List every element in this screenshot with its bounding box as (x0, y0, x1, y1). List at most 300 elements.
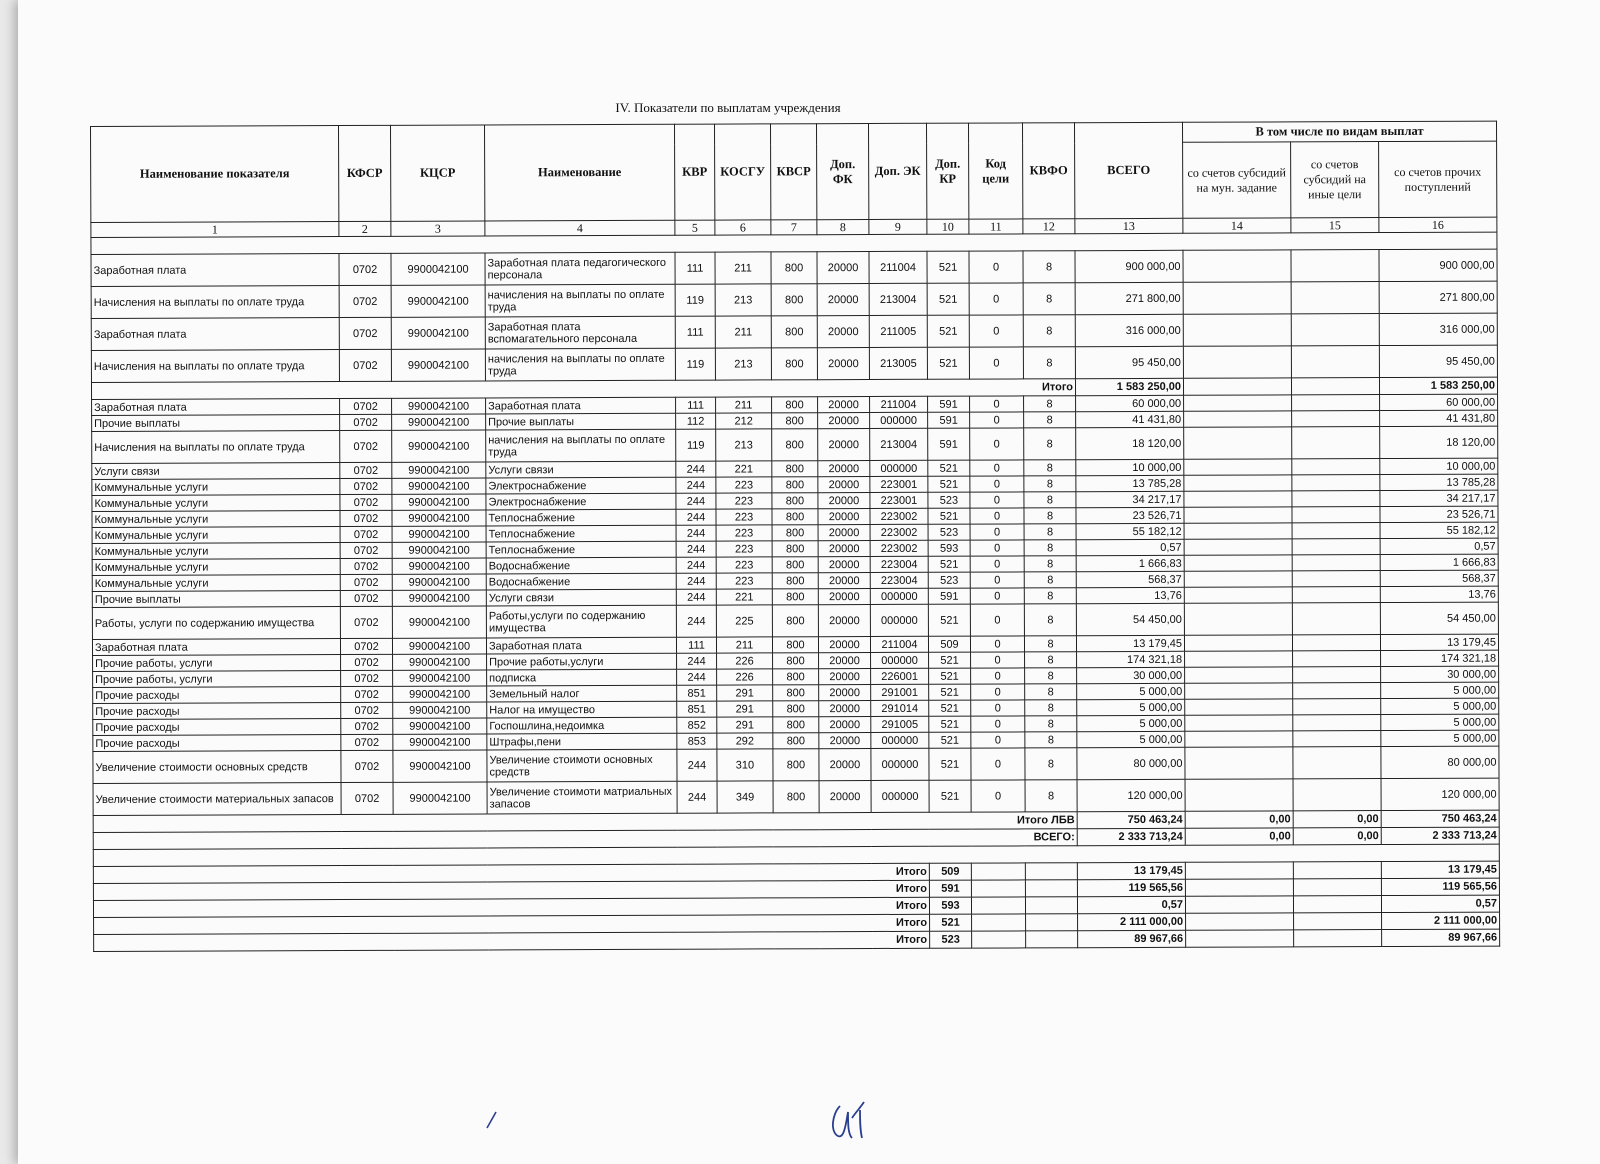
cell-kcsr: 9900042100 (392, 638, 486, 654)
cell-c14 (1183, 282, 1291, 314)
cell-kcsr: 9900042100 (393, 734, 487, 750)
cell-kvfo: 8 (1024, 412, 1076, 428)
cell-dopkr: 523 (928, 572, 970, 588)
payments-table (90, 121, 1500, 952)
cell-dopek: 000000 (871, 748, 929, 780)
cell-c15 (1291, 282, 1379, 314)
cell-kvfo: 8 (1025, 748, 1077, 780)
cell-vsego: 13 179,45 (1076, 635, 1184, 651)
cell-kosgu: 213 (716, 429, 772, 461)
cell-kvfo: 8 (1025, 716, 1077, 732)
cell-kodceli: 0 (971, 716, 1025, 732)
document-title: IV. Показатели по выплатам учреждения (615, 100, 841, 115)
cell-kosgu: 223 (716, 541, 772, 557)
total-vsego: 2 333 713,24 (1077, 828, 1185, 845)
cell-naim: Увеличение стоимоти основных средств (487, 749, 677, 782)
cell-c14 (1185, 747, 1293, 779)
cell-kvfo: 8 (1023, 251, 1075, 283)
cell-kvsr: 800 (772, 413, 818, 429)
cell-dopfk: 20000 (819, 749, 871, 781)
header-kvr: КВР (674, 124, 714, 220)
cell-kcsr: 9900042100 (392, 414, 486, 430)
cell-kvsr: 800 (771, 252, 817, 284)
cell-kfsr: 0702 (341, 750, 393, 782)
cell-naim: Заработная плата педагогического персонала (485, 252, 675, 285)
cell-c15 (1292, 555, 1380, 571)
cell-dopek: 211004 (870, 636, 928, 652)
cell-vsego: 55 182,12 (1076, 523, 1184, 539)
cell-c16: 34 217,17 (1380, 490, 1498, 506)
table-row (92, 426, 1498, 463)
header-group: В том числе по видам выплат (1182, 121, 1496, 142)
cell-kvr: 119 (676, 429, 716, 461)
cell-name: Заработная плата (91, 254, 339, 287)
total-vsego: 750 463,24 (1077, 811, 1185, 828)
cell-kvfo: 8 (1025, 684, 1077, 700)
total-c14 (1186, 930, 1294, 947)
cell-vsego: 5 000,00 (1077, 699, 1185, 715)
cell-c16: 54 450,00 (1380, 602, 1498, 634)
cell-vsego: 120 000,00 (1077, 779, 1185, 811)
cell-c16: 18 120,00 (1380, 426, 1498, 458)
header-sub14: со счетов субсидий на мун. задание (1183, 142, 1291, 218)
column-number-15: 15 (1291, 218, 1379, 233)
cell-kvsr: 800 (773, 749, 819, 781)
cell-dopkr: 521 (929, 668, 971, 684)
cell-c15 (1292, 475, 1380, 491)
cell-kvr: 111 (675, 252, 715, 284)
cell-c14 (1183, 314, 1291, 346)
cell-dopek: 223002 (870, 540, 928, 556)
cell-dopfk: 20000 (818, 557, 870, 573)
total-vsego: 13 179,45 (1077, 862, 1185, 879)
total-label: Итого (94, 931, 930, 951)
cell-c14 (1184, 459, 1292, 475)
cell-dopfk: 20000 (818, 541, 870, 557)
cell-c14 (1184, 587, 1292, 603)
cell-dopkr: 521 (928, 508, 970, 524)
cell-kvr: 244 (676, 605, 716, 637)
total-label: Итого (91, 379, 1075, 400)
cell-dopfk: 20000 (819, 717, 871, 733)
cell-kvr: 111 (675, 316, 715, 348)
cell-dopek: 211004 (870, 396, 928, 412)
cell-kfsr: 0702 (341, 782, 393, 814)
cell-vsego: 95 450,00 (1075, 346, 1183, 378)
cell-c16: 23 526,71 (1380, 506, 1498, 522)
cell-c14 (1184, 635, 1292, 651)
cell-dopfk: 20000 (819, 685, 871, 701)
cell-kosgu: 223 (716, 477, 772, 493)
cell-dopkr: 521 (929, 684, 971, 700)
cell-kvr: 851 (677, 685, 717, 701)
total-c16: 1 583 250,00 (1379, 377, 1497, 394)
cell-c14 (1184, 395, 1292, 411)
cell-c15 (1291, 314, 1379, 346)
cell-c16: 80 000,00 (1381, 746, 1499, 778)
cell-kvsr: 800 (772, 493, 818, 509)
cell-kcsr: 9900042100 (392, 430, 486, 462)
cell-vsego: 54 450,00 (1076, 603, 1184, 635)
cell-naim: Услуги связи (486, 589, 676, 606)
cell-kfsr: 0702 (339, 285, 391, 317)
column-number-7: 7 (771, 220, 817, 235)
cell-c14 (1184, 475, 1292, 491)
cell-dopkr: 521 (929, 732, 971, 748)
cell-vsego: 271 800,00 (1075, 282, 1183, 314)
cell-dopkr: 509 (928, 636, 970, 652)
cell-vsego: 5 000,00 (1077, 683, 1185, 699)
cell-naim: Теплоснабжение (486, 525, 676, 542)
header-naim: Наименование (484, 124, 674, 221)
cell-c14 (1183, 346, 1291, 378)
cell-dopfk: 20000 (817, 284, 869, 316)
cell-kfsr: 0702 (340, 510, 392, 526)
cell-c14 (1185, 731, 1293, 747)
cell-kodceli: 0 (970, 604, 1024, 636)
cell-kvfo: 8 (1024, 396, 1076, 412)
cell-naim: Водоснабжение (486, 573, 676, 590)
cell-dopfk: 20000 (818, 397, 870, 413)
cell-kcsr: 9900042100 (393, 702, 487, 718)
cell-vsego: 0,57 (1076, 539, 1184, 555)
cell-name: Прочие расходы (93, 687, 341, 704)
column-number-5: 5 (675, 220, 715, 235)
cell-name: Коммунальные услуги (92, 575, 340, 592)
total-vsego: 119 565,56 (1077, 879, 1185, 896)
total-c16: 2 333 713,24 (1381, 827, 1499, 844)
header-name: Наименование показателя (91, 126, 339, 223)
cell-kvfo: 8 (1024, 588, 1076, 604)
cell-kvfo: 8 (1024, 540, 1076, 556)
cell-kcsr: 9900042100 (392, 542, 486, 558)
total-empty (972, 914, 1026, 931)
total-c16: 2 111 000,00 (1382, 912, 1500, 929)
cell-name: Заработная плата (91, 318, 339, 351)
cell-kodceli: 0 (971, 668, 1025, 684)
column-number-11: 11 (969, 219, 1023, 234)
cell-kosgu: 225 (716, 605, 772, 637)
total-c14 (1185, 862, 1293, 879)
cell-c14 (1184, 507, 1292, 523)
cell-c15 (1293, 651, 1381, 667)
total-c16: 13 179,45 (1381, 861, 1499, 878)
cell-c16: 0,57 (1380, 538, 1498, 554)
total-label: Итого (93, 880, 929, 900)
cell-name: Услуги связи (92, 463, 340, 480)
header-kodceli: Код цели (968, 123, 1022, 219)
cell-kodceli: 0 (970, 428, 1024, 460)
cell-c16: 1 666,83 (1380, 554, 1498, 570)
cell-kfsr: 0702 (340, 430, 392, 462)
cell-c14 (1184, 523, 1292, 539)
total-kr: 591 (929, 880, 971, 897)
cell-kvfo: 8 (1024, 524, 1076, 540)
cell-kodceli: 0 (971, 780, 1025, 812)
cell-vsego: 18 120,00 (1076, 427, 1184, 459)
cell-kvr: 244 (676, 461, 716, 477)
cell-c15 (1293, 747, 1381, 779)
cell-dopek: 223004 (870, 556, 928, 572)
cell-c15 (1293, 779, 1381, 811)
cell-dopfk: 20000 (818, 509, 870, 525)
cell-c16: 316 000,00 (1379, 313, 1497, 345)
total-vsego: 0,57 (1077, 896, 1185, 913)
cell-dopkr: 523 (928, 524, 970, 540)
cell-naim: Заработная плата (486, 637, 676, 654)
cell-kvsr: 800 (772, 637, 818, 653)
cell-kvfo: 8 (1024, 508, 1076, 524)
column-number-16: 16 (1379, 217, 1497, 232)
cell-kcsr: 9900042100 (392, 558, 486, 574)
column-number-12: 12 (1023, 219, 1075, 234)
cell-dopkr: 521 (929, 652, 971, 668)
cell-kfsr: 0702 (339, 253, 391, 285)
header-dopfk: Доп. ФК (816, 124, 868, 220)
cell-c16: 900 000,00 (1379, 249, 1497, 281)
cell-kcsr: 9900042100 (392, 510, 486, 526)
cell-dopfk: 20000 (817, 316, 869, 348)
cell-c16: 5 000,00 (1381, 714, 1499, 730)
cell-name: Прочие расходы (93, 703, 341, 720)
cell-dopfk: 20000 (819, 701, 871, 717)
cell-name: Коммунальные услуги (92, 511, 340, 528)
cell-kvr: 851 (677, 701, 717, 717)
cell-kcsr: 9900042100 (392, 526, 486, 542)
cell-c16: 13,76 (1380, 586, 1498, 602)
cell-kvsr: 800 (772, 429, 818, 461)
cell-dopek: 223001 (870, 476, 928, 492)
cell-kfsr: 0702 (340, 462, 392, 478)
cell-dopek: 291014 (871, 700, 929, 716)
cell-kodceli: 0 (971, 748, 1025, 780)
cell-kvr: 244 (677, 669, 717, 685)
cell-vsego: 316 000,00 (1075, 314, 1183, 346)
total-empty (971, 863, 1025, 880)
cell-kfsr: 0702 (340, 558, 392, 574)
cell-dopkr: 521 (929, 716, 971, 732)
cell-kosgu: 291 (717, 717, 773, 733)
cell-vsego: 13,76 (1076, 587, 1184, 603)
total-c14 (1185, 896, 1293, 913)
cell-dopkr: 521 (927, 283, 969, 315)
cell-kodceli: 0 (971, 732, 1025, 748)
cell-kodceli: 0 (969, 283, 1023, 315)
signature-icon (826, 1094, 876, 1144)
table-row (93, 778, 1499, 815)
cell-kvsr: 800 (773, 733, 819, 749)
cell-kosgu: 221 (716, 589, 772, 605)
cell-naim: Теплоснабжение (486, 541, 676, 558)
cell-kvr: 244 (677, 781, 717, 813)
cell-c14 (1185, 779, 1293, 811)
cell-kodceli: 0 (969, 315, 1023, 347)
cell-c15 (1292, 539, 1380, 555)
cell-dopek: 223001 (870, 492, 928, 508)
total-vsego: 1 583 250,00 (1075, 378, 1183, 395)
cell-kvr: 244 (676, 541, 716, 557)
cell-kfsr: 0702 (340, 478, 392, 494)
cell-kosgu: 349 (717, 781, 773, 813)
cell-c15 (1293, 667, 1381, 683)
cell-dopek: 213005 (869, 347, 927, 379)
cell-kcsr: 9900042100 (393, 750, 487, 782)
cell-c14 (1184, 571, 1292, 587)
cell-name: Заработная плата (92, 639, 340, 656)
cell-kvsr: 800 (773, 701, 819, 717)
cell-c14 (1184, 603, 1292, 635)
table-row (91, 313, 1497, 350)
cell-kodceli: 0 (970, 572, 1024, 588)
column-number-14: 14 (1183, 218, 1291, 233)
cell-kodceli: 0 (971, 652, 1025, 668)
cell-kfsr: 0702 (340, 574, 392, 590)
cell-kodceli: 0 (969, 251, 1023, 283)
header-kfsr: КФСР (339, 125, 391, 221)
cell-kosgu: 291 (717, 685, 773, 701)
cell-kvsr: 800 (772, 397, 818, 413)
cell-kfsr: 0702 (340, 542, 392, 558)
cell-vsego: 1 666,83 (1076, 555, 1184, 571)
cell-naim: начисления на выплаты по оплате труда (486, 429, 676, 462)
cell-c15 (1293, 683, 1381, 699)
cell-name: Начисления на выплаты по оплате труда (91, 350, 339, 383)
pen-mark-icon (484, 1110, 498, 1130)
cell-name: Прочие расходы (93, 719, 341, 736)
total-empty (1025, 880, 1077, 897)
cell-naim: Штрафы,пени (487, 733, 677, 750)
cell-dopkr: 523 (928, 492, 970, 508)
column-number-3: 3 (391, 221, 485, 236)
cell-kodceli: 0 (970, 460, 1024, 476)
cell-name: Увеличение стоимости основных средств (93, 751, 341, 784)
cell-kcsr: 9900042100 (392, 590, 486, 606)
cell-c16: 30 000,00 (1381, 666, 1499, 682)
total-c14 (1183, 378, 1291, 395)
cell-c16: 13 785,28 (1380, 474, 1498, 490)
total-c14 (1186, 913, 1294, 930)
cell-kosgu: 223 (716, 493, 772, 509)
cell-vsego: 568,37 (1076, 571, 1184, 587)
cell-naim: Работы,услуги по содержанию имущества (486, 605, 676, 638)
total-kr: 523 (930, 931, 972, 948)
column-number-2: 2 (339, 221, 391, 236)
cell-kcsr: 9900042100 (392, 574, 486, 590)
cell-kvr: 244 (677, 653, 717, 669)
cell-kfsr: 0702 (339, 349, 391, 381)
cell-dopek: 223002 (870, 508, 928, 524)
total-c15 (1293, 896, 1381, 913)
cell-dopkr: 521 (927, 315, 969, 347)
cell-dopkr: 521 (928, 476, 970, 492)
cell-name: Коммунальные услуги (92, 543, 340, 560)
cell-kvsr: 800 (772, 477, 818, 493)
cell-kvfo: 8 (1024, 476, 1076, 492)
total-label: Итого (93, 897, 929, 917)
cell-dopek: 000000 (870, 588, 928, 604)
cell-name: Коммунальные услуги (92, 479, 340, 496)
cell-kfsr: 0702 (340, 494, 392, 510)
cell-kosgu: 292 (717, 733, 773, 749)
cell-kvfo: 8 (1025, 700, 1077, 716)
cell-dopkr: 521 (928, 604, 970, 636)
column-number-10: 10 (927, 219, 969, 234)
cell-c15 (1292, 571, 1380, 587)
cell-c14 (1185, 651, 1293, 667)
total-kr: 521 (930, 914, 972, 931)
cell-kfsr: 0702 (341, 718, 393, 734)
cell-kvsr: 800 (771, 316, 817, 348)
total-c14: 0,00 (1185, 811, 1293, 828)
cell-c14 (1184, 539, 1292, 555)
cell-c14 (1184, 555, 1292, 571)
cell-kfsr: 0702 (340, 606, 392, 638)
header-kvsr: КВСР (770, 124, 816, 220)
cell-kfsr: 0702 (341, 734, 393, 750)
cell-dopek: 213004 (870, 428, 928, 460)
cell-dopkr: 521 (929, 780, 971, 812)
cell-dopfk: 20000 (819, 733, 871, 749)
cell-dopkr: 521 (929, 748, 971, 780)
cell-kfsr: 0702 (341, 670, 393, 686)
cell-name: Увеличение стоимости материальных запасов (93, 783, 341, 816)
cell-kosgu: 223 (716, 509, 772, 525)
total-c14 (1185, 879, 1293, 896)
cell-kvfo: 8 (1023, 283, 1075, 315)
total-c16: 89 967,66 (1382, 929, 1500, 946)
cell-naim: Заработная плата (486, 397, 676, 414)
cell-dopkr: 521 (927, 251, 969, 283)
cell-kodceli: 0 (970, 508, 1024, 524)
cell-c16: 41 431,80 (1380, 410, 1498, 426)
cell-name: Коммунальные услуги (92, 527, 340, 544)
header-sub15: со счетов субсидий на иные цели (1291, 142, 1379, 218)
table-row (92, 602, 1498, 639)
total-c14: 0,00 (1185, 828, 1293, 845)
cell-c14 (1185, 699, 1293, 715)
cell-kvfo: 8 (1024, 492, 1076, 508)
cell-c16: 271 800,00 (1379, 281, 1497, 313)
cell-kcsr: 9900042100 (392, 494, 486, 510)
cell-kvfo: 8 (1024, 460, 1076, 476)
cell-kfsr: 0702 (340, 526, 392, 542)
cell-vsego: 60 000,00 (1076, 395, 1184, 411)
cell-c15 (1292, 523, 1380, 539)
cell-kosgu: 291 (717, 701, 773, 717)
cell-kfsr: 0702 (341, 702, 393, 718)
cell-naim: Теплоснабжение (486, 509, 676, 526)
total-label: ВСЕГО: (93, 829, 1077, 850)
cell-kvsr: 800 (772, 525, 818, 541)
cell-name: Заработная плата (92, 399, 340, 416)
cell-vsego: 80 000,00 (1077, 747, 1185, 779)
cell-naim: Прочие работы,услуги (487, 653, 677, 670)
cell-c16: 5 000,00 (1381, 698, 1499, 714)
table-row (91, 281, 1497, 318)
cell-c15 (1291, 346, 1379, 378)
total-c15: 0,00 (1293, 828, 1381, 845)
cell-kfsr: 0702 (341, 686, 393, 702)
total-empty (972, 931, 1026, 948)
column-number-8: 8 (817, 220, 869, 235)
cell-dopek: 226001 (871, 668, 929, 684)
cell-dopfk: 20000 (819, 669, 871, 685)
cell-dopek: 223002 (870, 524, 928, 540)
cell-name: Прочие выплаты (92, 591, 340, 608)
cell-kcsr: 9900042100 (391, 253, 485, 285)
cell-naim: Водоснабжение (486, 557, 676, 574)
cell-c15 (1292, 587, 1380, 603)
